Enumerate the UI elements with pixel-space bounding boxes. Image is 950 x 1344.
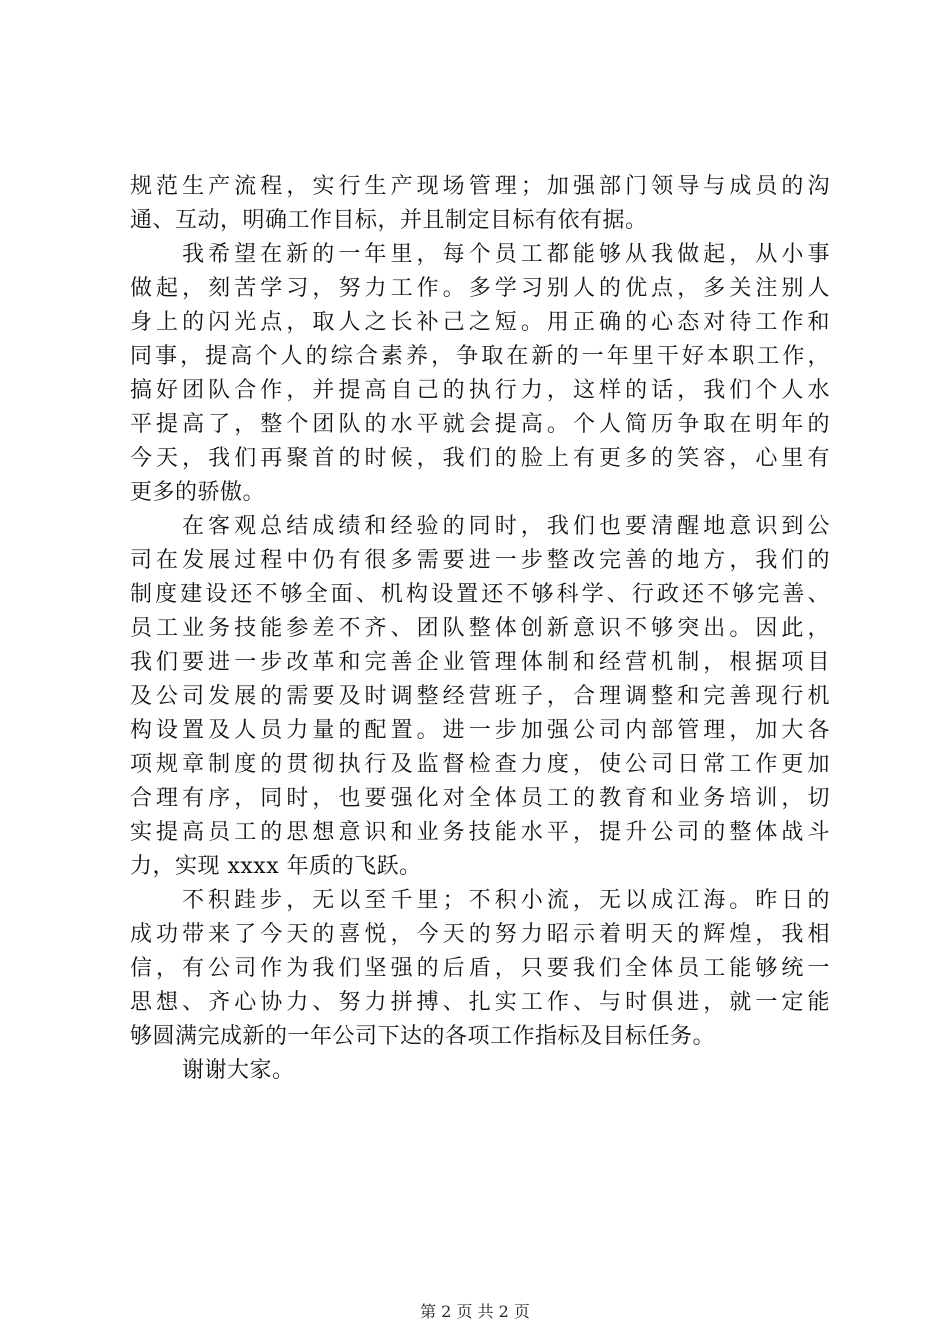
- text-line: 思想、齐心协力、努力拼搏、扎实工作、与时俱进，就一定能: [130, 990, 830, 1015]
- text-line: 及公司发展的需要及时调整经营班子，合理调整和完善现行机: [130, 684, 830, 709]
- text-line: 搞好团队合作，并提高自己的执行力，这样的话，我们个人水: [130, 378, 830, 403]
- text-line: 谢谢大家。: [182, 1058, 295, 1083]
- text-line: 平提高了，整个团队的水平就会提高。个人简历争取在明年的: [130, 412, 830, 437]
- text-line: 员工业务技能参差不齐、团队整体创新意识不够突出。因此，: [130, 616, 830, 641]
- body-text: [130, 170, 830, 1088]
- text-line: 合理有序，同时，也要强化对全体员工的教育和业务培训，切: [130, 786, 830, 811]
- text-line: 力，实现 xxxx 年质的飞跃。: [130, 854, 422, 879]
- text-line: 我希望在新的一年里，每个员工都能够从我做起，从小事: [182, 242, 830, 267]
- text-line: 身上的闪光点，取人之长补己之短。用正确的心态对待工作和: [130, 310, 830, 335]
- text-line: 够圆满完成新的一年公司下达的各项工作指标及目标任务。: [130, 1024, 716, 1049]
- text-line: 在客观总结成绩和经验的同时，我们也要清醒地意识到公: [182, 514, 830, 539]
- text-line: 规范生产流程，实行生产现场管理；加强部门领导与成员的沟: [130, 174, 830, 199]
- text-line: 我们要进一步改革和完善企业管理体制和经营机制，根据项目: [130, 650, 830, 675]
- text-line: 今天，我们再聚首的时候，我们的脸上有更多的笑容，心里有: [130, 446, 830, 471]
- text-line: 司在发展过程中仍有很多需要进一步整改完善的地方，我们的: [130, 548, 830, 573]
- text-line: 同事，提高个人的综合素养，争取在新的一年里干好本职工作，: [130, 344, 830, 369]
- text-line: 更多的骄傲。: [130, 480, 266, 505]
- page-footer: 第 2 页 共 2 页: [420, 1302, 530, 1321]
- text-line: 不积跬步，无以至千里；不积小流，无以成江海。昨日的: [182, 888, 830, 913]
- text-line: 做起，刻苦学习，努力工作。多学习别人的优点，多关注别人: [130, 276, 830, 301]
- text-line: 制度建设还不够全面、机构设置还不够科学、行政还不够完善、: [130, 582, 830, 607]
- text-line: 实提高员工的思想意识和业务技能水平，提升公司的整体战斗: [130, 820, 830, 845]
- text-line: 通、互动，明确工作目标，并且制定目标有依有据。: [130, 208, 648, 233]
- text-line: 成功带来了今天的喜悦，今天的努力昭示着明天的辉煌，我相: [130, 922, 830, 947]
- text-line: 项规章制度的贯彻执行及监督检查力度，使公司日常工作更加: [130, 752, 830, 777]
- text-line: 构设置及人员力量的配置。进一步加强公司内部管理，加大各: [130, 718, 830, 743]
- text-line: 信，有公司作为我们坚强的后盾，只要我们全体员工能够统一: [130, 956, 830, 981]
